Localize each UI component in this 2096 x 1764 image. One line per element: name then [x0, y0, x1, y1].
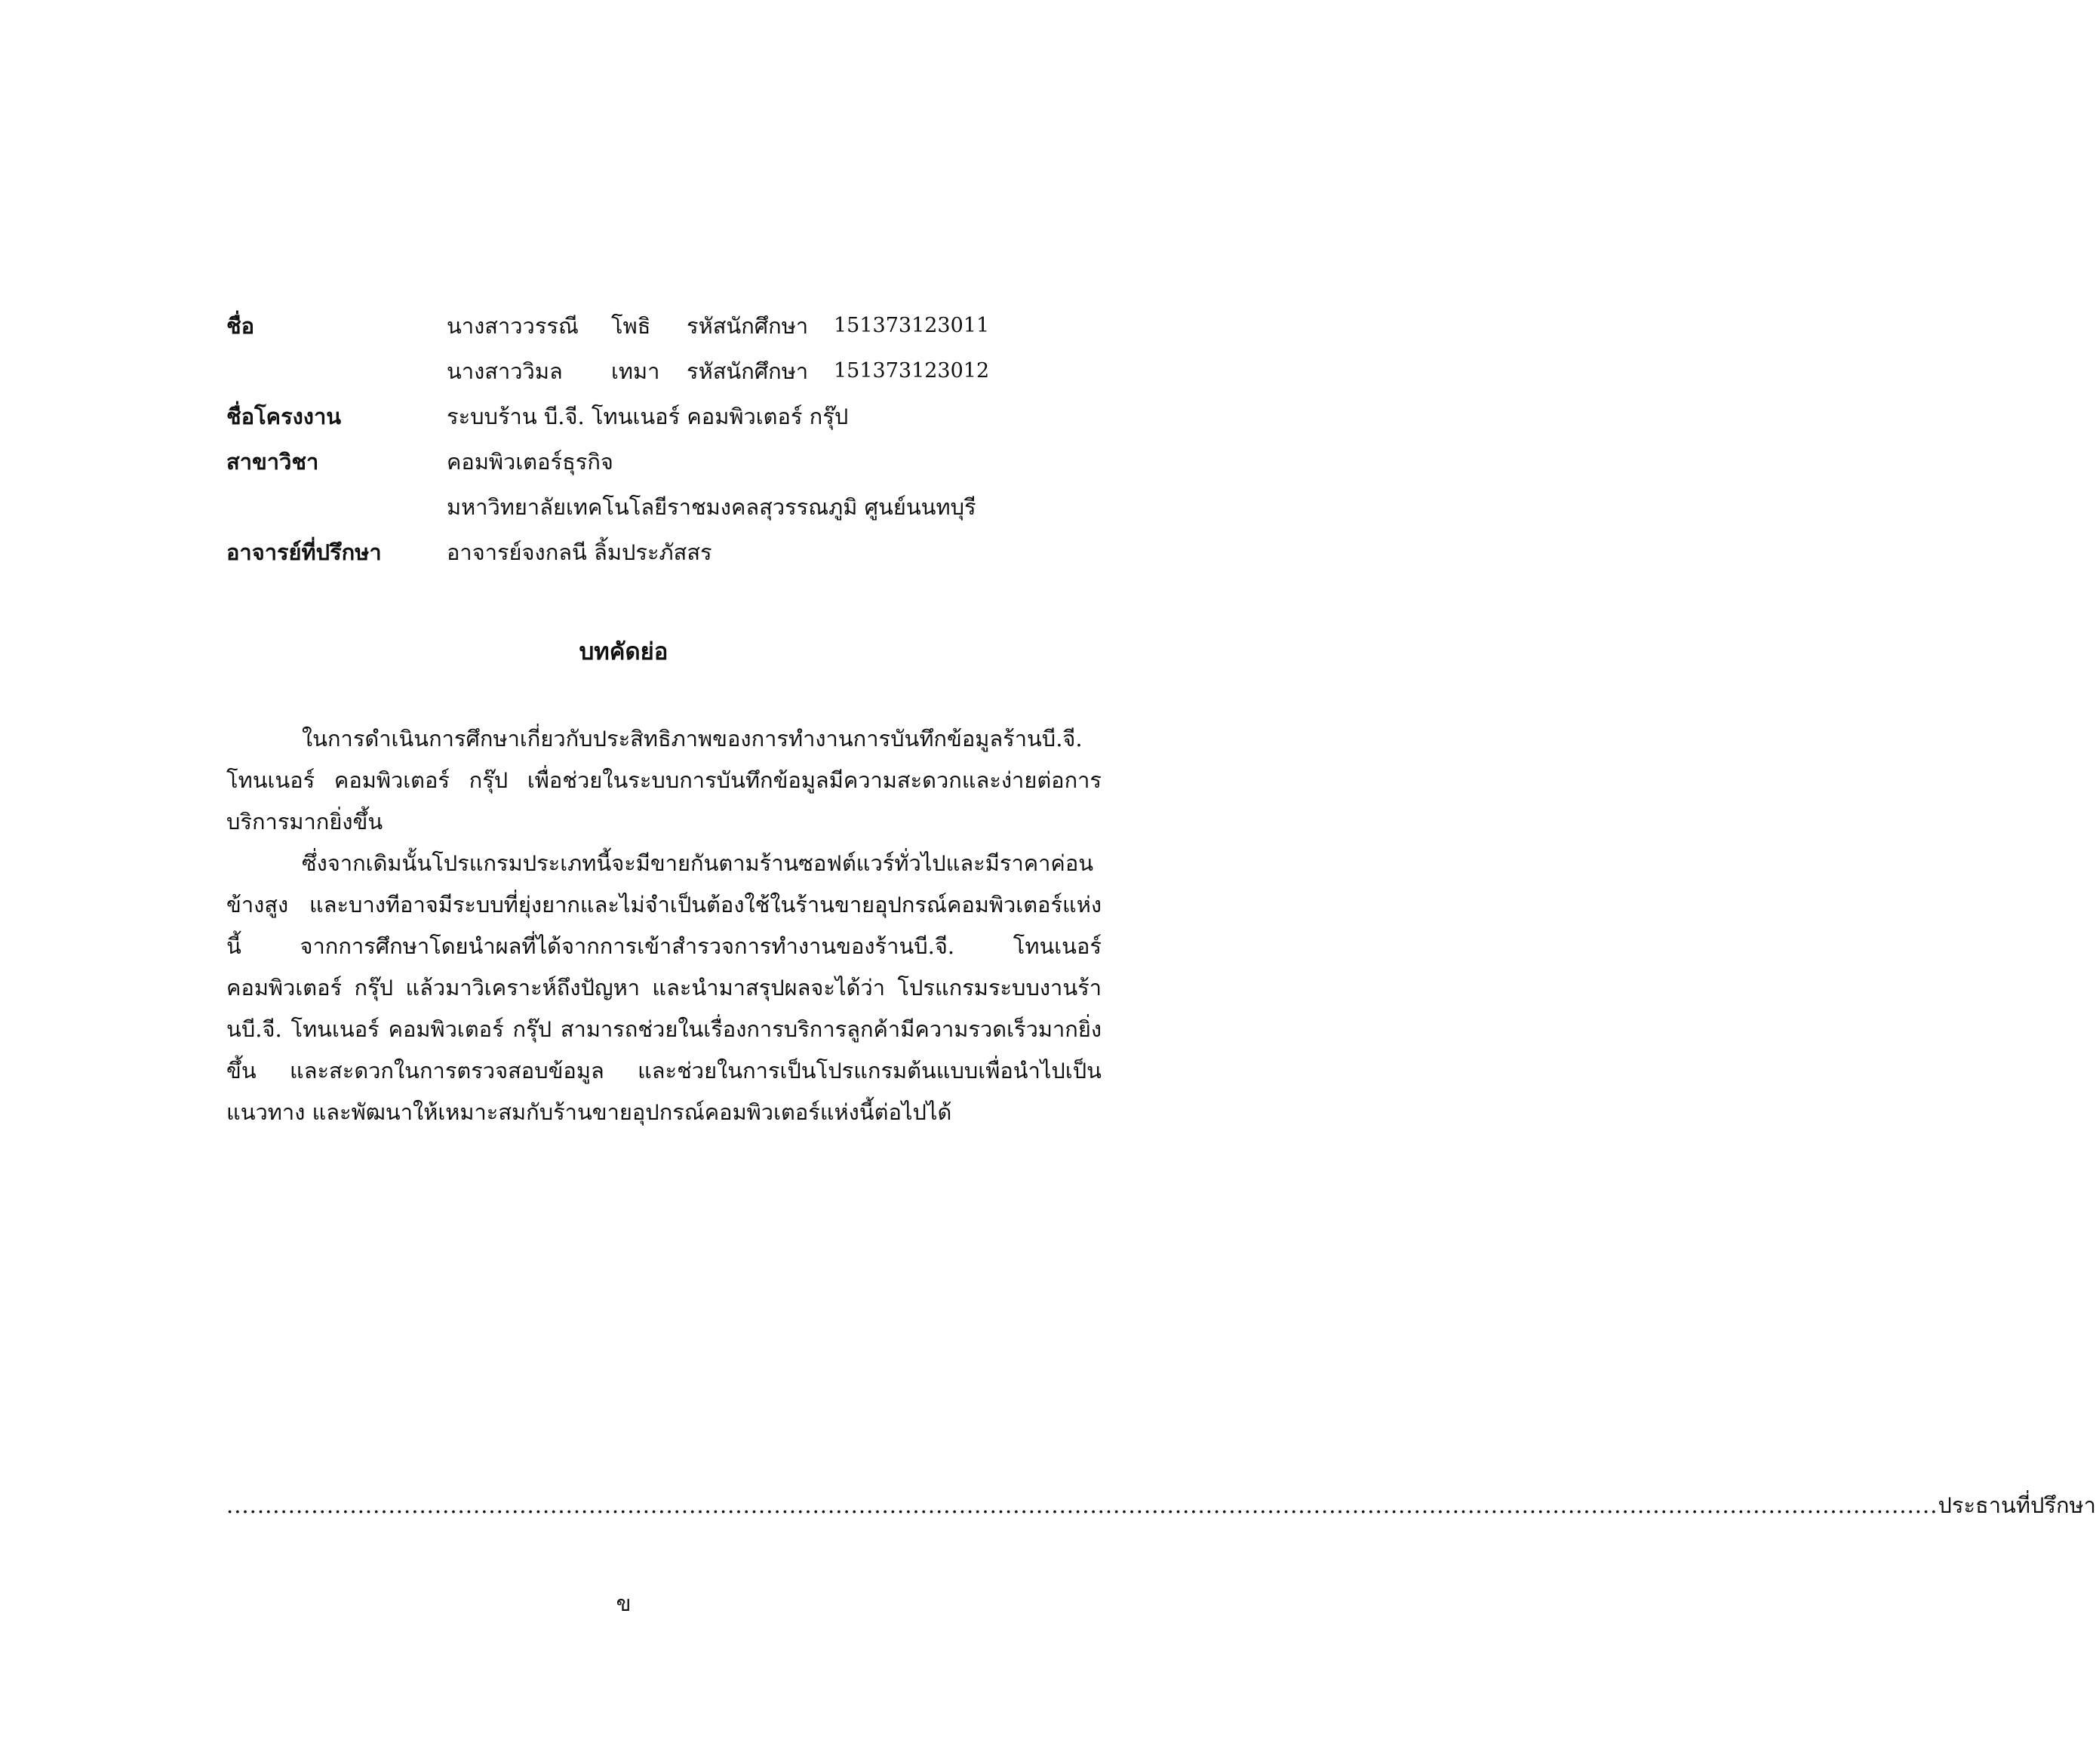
student-surname: เทมา [611, 358, 660, 384]
abstract-paragraph: ซึ่งจากเดิมนั้นโปรแกรมประเภทนี้จะมีขายกันตามร้านซอฟต์แวร์ทั่วไปและมีราคาค่อนข้างสูง และบางทีอาจมีระบบที่ยุ่งยากและไม่จำเป็นต้องใช้ในร้านขายอุปกรณ์คอมพิวเตอร์แห่งนี้ จากการศึกษาโดยนำผลที่ได้จากการเข้าสำรวจการทำงานของร้านบี.จี. โทนเนอร์ คอมพิวเตอร์ กรุ๊ป แล้วมาวิเคราะห์ถึงปัญหา และนำมาสรุปผลจะได้ว่า โปรแกรมระบบงานร้านบี.จี. โทนเนอร์ คอมพิวเตอร์ กรุ๊ป สามารถช่วยในเรื่องการบริการลูกค้ามีความรวดเร็วมากยิ่งขึ้น และสะดวกในการตรวจสอบข้อมูล และช่วยในการเป็นโปรแกรมต้นแบบเพื่อนำไปเป็นแนวทาง และพัฒนาให้เหมาะสมกับร้านขายอุปกรณ์คอมพิวเตอร์แห่งนี้ต่อไปได้ [226, 850, 1102, 1125]
student-name: นางสาววิมล [447, 358, 563, 384]
major-value: คอมพิวเตอร์ธุรกิจ [447, 449, 613, 475]
project-value: ระบบร้าน บี.จี. โทนเนอร์ คอมพิวเตอร์ กรุ๊ป [447, 404, 849, 429]
signature-dots: .............................................................................................................................................................................................................................. [226, 1492, 1938, 1518]
signature-line [226, 1488, 2096, 1523]
page-number: ข [616, 1590, 632, 1616]
abstract-paragraph: ในการดำเนินการศึกษาเกี่ยวกับประสิทธิภาพของการทำงานการบันทึกข้อมูลร้านบี.จี. โทนเนอร์ คอมพิวเตอร์ กรุ๊ป เพื่อช่วยในระบบการบันทึกข้อมูลมีความสะดวกและง่ายต่อการบริการมากยิ่งขึ้น [226, 726, 1102, 834]
student-id-label: รหัสนักศึกษา [687, 313, 809, 339]
abstract-title: บทคัดย่อ [579, 638, 668, 665]
student-id: 151373123011 [834, 314, 990, 337]
student-id-label: รหัสนักศึกษา [687, 358, 809, 384]
project-label: ชื่อโครงงาน [226, 404, 342, 429]
abstract-body [226, 718, 1102, 1133]
advisor-label: อาจารย์ที่ปรึกษา [226, 539, 382, 565]
advisor-value: อาจารย์จงกลนี ลิ้มประภัสสร [447, 539, 712, 565]
student-name: นางสาววรรณี [447, 313, 579, 339]
student-id: 151373123012 [834, 359, 990, 383]
student-surname: โพธิ [611, 313, 651, 339]
signature-label: ประธานที่ปรึกษา [1938, 1492, 2096, 1518]
university-value: มหาวิทยาลัยเทคโนโลยีราชมงคลสุวรรณภูมิ ศูนย์นนทบุรี [447, 494, 976, 520]
major-label: สาขาวิชา [226, 449, 319, 475]
name-label: ชื่อ [226, 313, 255, 339]
